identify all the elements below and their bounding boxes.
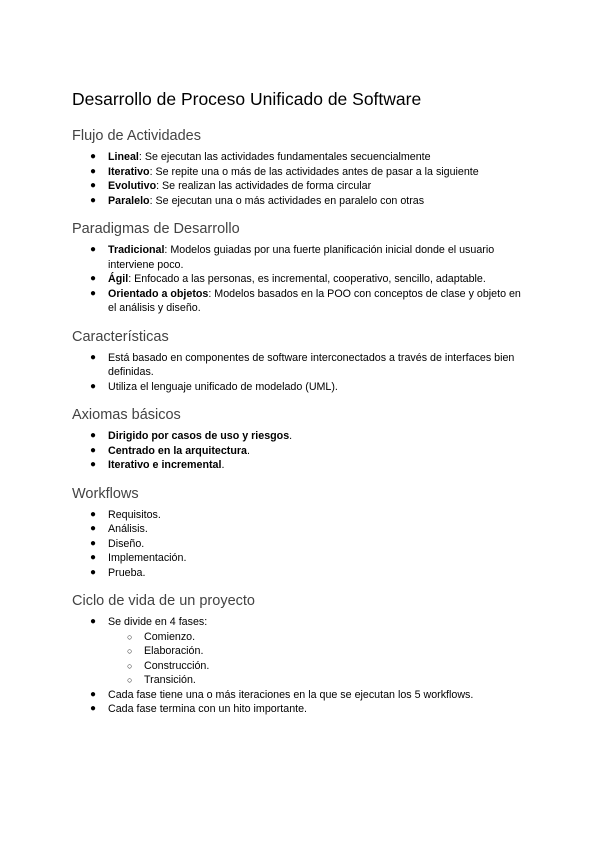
sub-list-item: ○ Transición. [127,674,196,686]
list-item: ● Paralelo: Se ejecutan una o más actividades en paralelo con otras [90,194,425,207]
list-item: ● Iterativo: Se repite una o más de las actividades antes de pasar a la siguiente [90,165,479,178]
bullet-icon: ● [90,552,97,563]
list-item: ● Prueba. [90,566,146,579]
bullet-icon: ● [90,459,97,470]
heading-workflows: Workflows [72,485,139,502]
sub-bullet-icon: ○ [127,660,133,671]
list-paradigmas-desarrollo [72,243,532,316]
bullet-icon: ● [90,244,97,255]
bullet-icon: ● [90,703,97,714]
list-item: ● Orientado a objetos: Modelos basados en la POO con conceptos de clase y objeto en el análisis y diseño. [90,287,521,314]
list-item: ● Dirigido por casos de uso y riesgos. [90,430,293,442]
bullet-icon: ● [90,616,97,627]
document-page [72,88,532,729]
bullet-icon: ● [90,523,97,534]
heading-ciclo-de-vida: Ciclo de vida de un proyecto [72,593,255,609]
sub-list-item: ○ Construcción. [127,659,210,672]
heading-paradigmas-desarrollo: Paradigmas de Desarrollo [72,221,240,237]
list-item: ● Evolutivo: Se realizan las actividades de forma circular [90,180,372,192]
list-item: ● Se divide en 4 fases: [90,616,208,628]
bullet-icon: ● [90,151,97,162]
sub-bullet-icon: ○ [127,646,133,656]
list-item: ● Iterativo e incremental. [90,459,225,471]
list-item: ● Está basado en componentes de software interconectados a través de interfaces bien definidas. [90,351,515,378]
bullet-icon: ● [90,537,97,549]
list-flujo-actividades [72,150,532,208]
bullet-icon: ● [90,508,97,520]
list-item: ● Tradicional: Modelos guiadas por una fuerte planificación inicial donde el usuario interviene poco. [90,244,495,271]
list-fases [72,630,532,688]
list-item: ● Diseño. [90,537,145,550]
sub-bullet-icon: ○ [127,631,133,642]
list-item: ● Requisitos. [90,508,161,521]
bullet-icon: ● [90,688,97,700]
list-ciclo-de-vida-cont [72,688,532,717]
list-item: ● Ágil: Enfocado a las personas, es incremental, cooperativo, sencillo, adaptable. [90,273,486,285]
list-item: ● Lineal: Se ejecutan las actividades fundamentales secuencialmente [90,151,431,163]
bullet-icon: ● [90,194,97,206]
list-ciclo-de-vida [72,615,532,630]
list-workflows [72,508,532,581]
list-item: ● Centrado en la arquitectura. [90,444,250,457]
heading-caracteristicas: Características [72,328,169,345]
bullet-icon: ● [90,351,97,363]
list-caracteristicas [72,351,532,395]
list-item: ● Análisis. [90,523,148,535]
bullet-icon: ● [90,273,97,284]
list-item: ● Utiliza el lenguaje unificado de modelado (UML). [90,380,338,393]
bullet-icon: ● [90,165,97,177]
bullet-icon: ● [90,430,97,441]
heading-axiomas-basicos: Axiomas básicos [72,407,181,423]
list-axiomas-basicos [72,429,532,473]
sub-list-item: ○ Elaboración. [127,645,204,657]
list-item: ● Cada fase tiene una o más iteraciones en la que se ejecutan los 5 workflows. [90,688,474,701]
heading-flujo-actividades: Flujo de Actividades [72,128,201,144]
bullet-icon: ● [90,380,97,392]
document-title: Desarrollo de Proceso Unificado de Software [72,89,422,109]
bullet-icon: ● [90,566,97,578]
sub-bullet-icon: ○ [127,675,133,685]
sub-list-item: ○ Comienzo. [127,630,196,643]
bullet-icon: ● [90,287,97,299]
list-item: ● Implementación. [90,552,187,564]
bullet-icon: ● [90,180,97,191]
list-item: ● Cada fase termina con un hito importante. [90,703,308,715]
bullet-icon: ● [90,444,97,456]
